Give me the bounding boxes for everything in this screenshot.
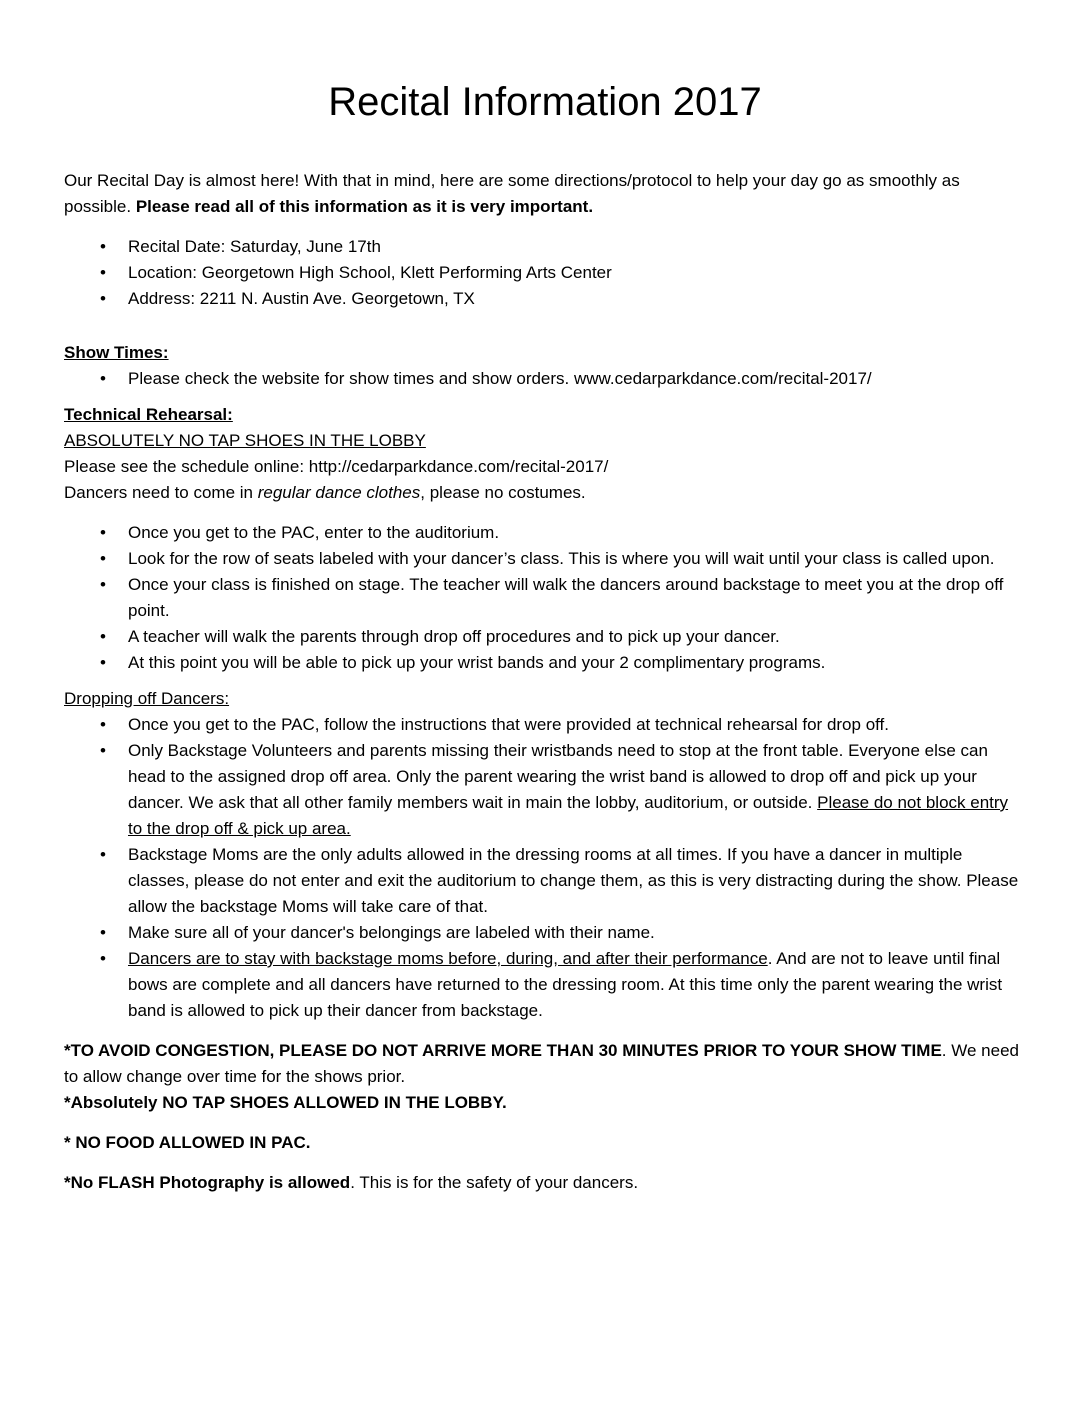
list-item: • Once your class is finished on stage. The teacher will walk the dancers around backstage to meet you at the drop off point. xyxy=(64,572,1026,624)
detail-address: • Address: 2211 N. Austin Ave. Georgetown, TX xyxy=(64,286,1026,312)
flash-bold: *No FLASH Photography is allowed xyxy=(64,1173,351,1192)
intro-important: Please read all of this information as it is very important. xyxy=(135,197,594,216)
list-item: • Make sure all of your dancer's belongings are labeled with their name. xyxy=(64,920,1026,946)
list-item: • Once you get to the PAC, follow the instructions that were provided at technical rehearsal for drop off. xyxy=(64,712,1026,738)
list-item: • At this point you will be able to pick up your wrist bands and your 2 complimentary programs. xyxy=(64,650,1026,676)
list-item: • Backstage Moms are the only adults allowed in the dressing rooms at all times. If you have a dancer in multiple classes, please do not enter and exit the auditorium to change them, as this is very distracting during the show. Please allow the backstage Moms will take care of that. xyxy=(64,842,1026,920)
item-underlined: Please do not block entry to the drop off & pick up area. xyxy=(128,793,1009,838)
item-underlined: Dancers are to stay with backstage moms before, during, and after their performance xyxy=(128,949,768,968)
technical-rehearsal-heading: Technical Rehearsal: xyxy=(64,405,233,424)
intro-paragraph xyxy=(64,168,1026,220)
intro-text: Our Recital Day is almost here! With that in mind, here are some directions/protocol to help your day go as smoothly as possible. xyxy=(64,171,960,216)
show-times-item: • Please check the website for show times and show orders. www.cedarparkdance.com/recital-2017/ xyxy=(64,366,1026,392)
list-item: • A teacher will walk the parents through drop off procedures and to pick up your dancer. xyxy=(64,624,1026,650)
item-text: Only Backstage Volunteers and parents missing their wristbands need to stop at the front table. Everyone else can head to the assigned drop off area. Only the parent wearing the wrist band is allowed to drop off and pick up your dancer. We ask that all other family members wait in main the lobby, auditorium, or outside. xyxy=(128,741,988,812)
congestion-bold: *TO AVOID CONGESTION, PLEASE DO NOT ARRIVE MORE THAN 30 MINUTES PRIOR TO YOUR SHOW TIME xyxy=(64,1041,942,1060)
list-item xyxy=(64,738,1026,842)
congestion-note xyxy=(64,1038,1026,1090)
list-item: • Look for the row of seats labeled with your dancer’s class. This is where you will wait until your class is called upon. xyxy=(64,546,1026,572)
page-title: Recital Information 2017 xyxy=(328,80,762,124)
food-note: * NO FOOD ALLOWED IN PAC. xyxy=(64,1133,311,1152)
dropping-off-list xyxy=(64,712,1026,1024)
clothes-pre: Dancers need to come in xyxy=(64,483,258,502)
flash-text: . This is for the safety of your dancers. xyxy=(350,1173,639,1192)
clothes-italic: regular dance clothes xyxy=(257,483,421,502)
dropping-off-heading: Dropping off Dancers: xyxy=(64,689,230,708)
no-tap-shoes-notice: ABSOLUTELY NO TAP SHOES IN THE LOBBY xyxy=(64,431,426,450)
list-item: • Once you get to the PAC, enter to the auditorium. xyxy=(64,520,1026,546)
clothes-post: , please no costumes. xyxy=(420,483,586,502)
clothes-line xyxy=(64,480,1026,506)
show-times-heading: Show Times: xyxy=(64,343,169,362)
technical-rehearsal-list xyxy=(64,520,1026,676)
show-times-list xyxy=(64,366,1026,392)
tap-shoes-note: *Absolutely NO TAP SHOES ALLOWED IN THE LOBBY. xyxy=(64,1093,507,1112)
item-text: . And are not to leave until final bows are complete and all dancers have returned to the dressing room. At this time only the parent wearing the wrist band is allowed to pick up their dancer from backstage. xyxy=(128,949,1003,1020)
congestion-text: . We need to allow change over time for the shows prior. xyxy=(64,1041,1019,1086)
detail-location: • Location: Georgetown High School, Klett Performing Arts Center xyxy=(64,260,1026,286)
list-item xyxy=(64,946,1026,1024)
flash-note xyxy=(64,1170,1026,1196)
document-page xyxy=(64,64,1026,1196)
detail-date: • Recital Date: Saturday, June 17th xyxy=(64,234,1026,260)
recital-details-list xyxy=(64,234,1026,312)
schedule-line: Please see the schedule online: http://cedarparkdance.com/recital-2017/ xyxy=(64,457,609,476)
